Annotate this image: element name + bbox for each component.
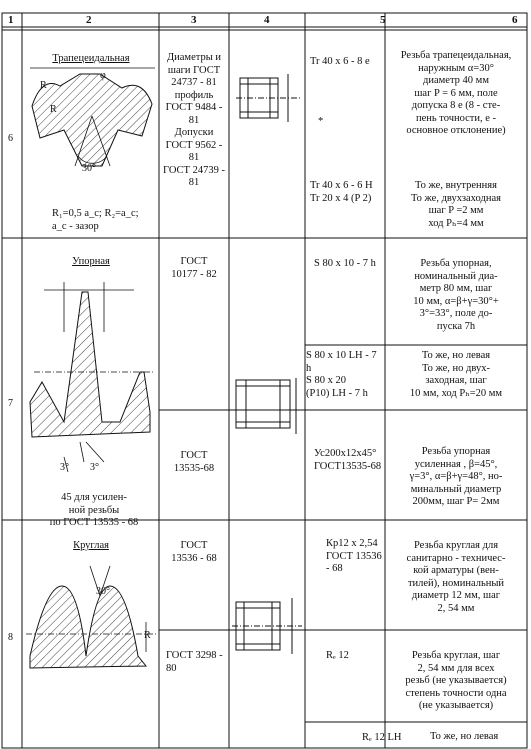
row-number: 7 bbox=[8, 398, 13, 409]
designation-top: Tr 40 x 6 - 8 e bbox=[310, 56, 370, 67]
round-profile-drawing bbox=[26, 556, 156, 676]
thread-section-drawing bbox=[236, 68, 302, 132]
header-col-6: 6 bbox=[512, 14, 518, 26]
designation-top: S 80 x 10 - 7 h bbox=[314, 258, 376, 269]
standards-cell: Диаметры и шаги ГОСТ 24737 - 81 профиль ГОСТ 9484 - 81 Допуски ГОСТ 9562 - 81 ГОСТ 24739 - 81 bbox=[163, 52, 225, 188]
row-number: 6 bbox=[8, 133, 13, 144]
standards-cell-b: ГОСТ 3298 - 80 bbox=[166, 650, 223, 674]
description-top: Резьба круглая для санитарно - техничес- кой арматуры (вен- тилей), номинальный диаметр 12 мм, шаг 2, 54 мм bbox=[406, 540, 506, 614]
profile-note: 45 для усилен- ной резьбы по ГОСТ 13535 - 68 bbox=[49, 492, 139, 528]
header-col-3: 3 bbox=[191, 14, 197, 26]
profile-note: R₁=0,5 a_c; R₂=a_c; a_c - зазор bbox=[52, 208, 139, 232]
description-bottom: Резьба круглая, шаг 2, 54 мм для всех резьб (не указывается) степень точности одна (не указывается) bbox=[405, 650, 507, 711]
standards-cell-b: ГОСТ 13535-68 bbox=[173, 450, 215, 474]
header-col-2: 2 bbox=[86, 14, 92, 26]
profile-label-r2: R bbox=[50, 104, 57, 115]
profile-label-r: R bbox=[144, 630, 151, 641]
profile-title: Упорная bbox=[72, 256, 110, 267]
designation-mid: S 80 x 10 LH - 7 h S 80 x 20 (P10) LH - 7 h bbox=[306, 350, 377, 399]
header-col-4: 4 bbox=[264, 14, 270, 26]
standards-cell-a: ГОСТ 13536 - 68 bbox=[171, 540, 217, 564]
thread-section-drawing bbox=[232, 376, 302, 438]
profile-label-angle: 30° bbox=[82, 163, 96, 174]
thread-section-drawing bbox=[232, 596, 302, 658]
profile-title: Трапецеидальная bbox=[52, 53, 130, 64]
description-bottom: То же, внутренняя То же, двухзаходная шаг P =2 мм ход Pₕ=4 мм bbox=[411, 180, 501, 229]
designation-star: * bbox=[318, 116, 324, 127]
header-col-5: 5 bbox=[380, 14, 386, 26]
description-top: Резьба трапецеидальная, наружным α=30° диаметр 40 мм шаг P = 6 мм, поле допуска 8 е (8 - сте- пень точности, е - основное отклонение) bbox=[400, 50, 512, 136]
profile-label-r1: R bbox=[40, 80, 47, 91]
profile-title: Круглая bbox=[73, 540, 109, 551]
profile-label-angle-b: 3° bbox=[90, 462, 99, 473]
profile-label-angle: 30° bbox=[96, 586, 110, 597]
description-top: Резьба упорная, номинальный диа- метр 80 мм, шаг 10 мм, α=β+γ=30°+ 3°=33°, поле до- пуска 7h bbox=[413, 258, 499, 332]
description-last: То же, но левая bbox=[430, 731, 499, 742]
designation-bottom: Ус200х12х45° ГОСТ13535-68 bbox=[314, 448, 382, 472]
profile-label-angle-a: 3° bbox=[60, 462, 69, 473]
profile-label-phi: φ bbox=[100, 70, 106, 81]
row-number: 8 bbox=[8, 632, 13, 643]
description-bottom: Резьба упорная усиленная , β=45°, γ=3°, α=β+γ=48°, но- минальный диаметр 200мм, шаг P= 2мм bbox=[409, 446, 503, 507]
standards-cell-a: ГОСТ 10177 - 82 bbox=[171, 256, 217, 280]
description-mid: То же, но левая То же, но двух- заходная, шаг 10 мм, ход Pₕ=20 мм bbox=[409, 350, 503, 399]
designation-last: Rₑ 12 LH bbox=[362, 732, 402, 743]
header-col-1: 1 bbox=[8, 14, 14, 26]
buttress-profile-drawing bbox=[24, 272, 158, 472]
designation-bottom: Rₑ 12 bbox=[326, 650, 349, 661]
designation-bottom: Tr 40 x 6 - 6 H Tr 20 x 4 (P 2) bbox=[310, 180, 373, 204]
designation-top: Кр12 x 2,54 ГОСТ 13536 - 68 bbox=[326, 538, 382, 574]
